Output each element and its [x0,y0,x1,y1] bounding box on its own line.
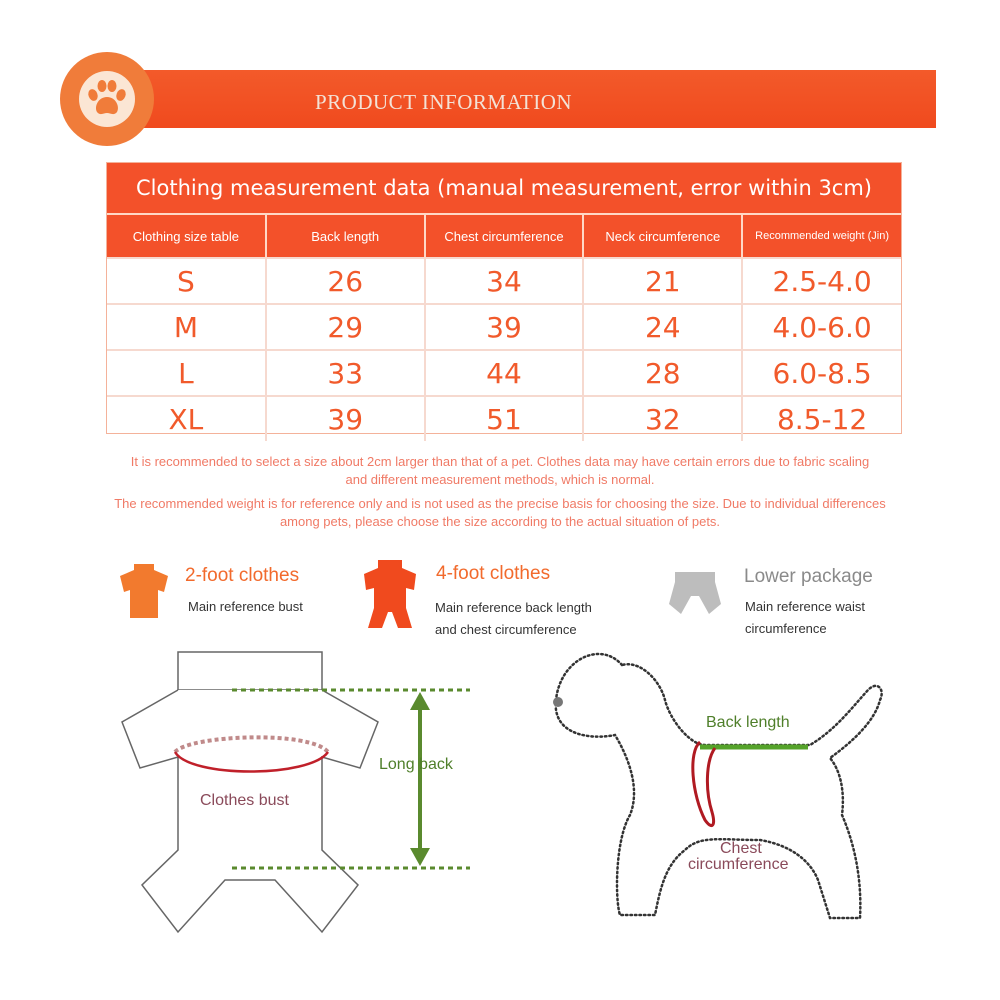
legend-four-foot-sub2: and chest circumference [435,622,577,637]
cell-chest: 39 [425,304,584,350]
cell-size: XL [107,396,266,441]
cell-weight: 4.0-6.0 [742,304,901,350]
cell-neck: 28 [583,350,742,396]
cell-size: M [107,304,266,350]
cell-weight: 6.0-8.5 [742,350,901,396]
chest-circumference-loop [693,742,715,826]
cell-weight: 8.5-12 [742,396,901,441]
cell-chest: 34 [425,258,584,304]
label-back-length: Back length [706,714,790,731]
cell-size: S [107,258,266,304]
legend-lower-title: Lower package [744,566,873,587]
legend-four-foot-sub1: Main reference back length [435,600,592,615]
legend-lower-sub2: circumference [745,621,827,636]
label-long-back: Long back [379,756,453,773]
cell-neck: 24 [583,304,742,350]
cell-back-length: 39 [266,396,425,441]
cell-neck: 21 [583,258,742,304]
legend-two-foot-sub: Main reference bust [188,599,303,614]
cell-chest: 51 [425,396,584,441]
legend-four-foot-title: 4-foot clothes [436,563,551,584]
label-circumference: circumference [688,856,789,873]
cell-back-length: 26 [266,258,425,304]
col-header-neck: Neck circumference [583,214,742,258]
col-header-size: Clothing size table [107,214,266,258]
col-header-back-length: Back length [266,214,425,258]
note-weight-advice: The recommended weight is for reference only and is not used as the precise basis for choosing the size. Due to individual differences among pets, please choose the size according to the actual situation of pets. [114,496,886,529]
cell-back-length: 33 [266,350,425,396]
cell-weight: 2.5-4.0 [742,258,901,304]
col-header-chest: Chest circumference [425,214,584,258]
dog-nose [553,697,563,707]
cell-chest: 44 [425,350,584,396]
note-size-advice: It is recommended to select a size about 2cm larger than that of a pet. Clothes data may have certain errors due to fabric scaling and different measurement methods, which is normal. [130,454,870,487]
table-title: Clothing measurement data (manual measurement, error within 3cm) [107,163,901,213]
legend-lower-sub1: Main reference waist [745,599,865,614]
cell-back-length: 29 [266,304,425,350]
page-title: PRODUCT INFORMATION [315,90,573,114]
col-header-weight: Recommended weight (Jin) [742,214,901,258]
cell-size: L [107,350,266,396]
dog-outline [556,654,882,918]
legend-two-foot-title: 2-foot clothes [185,565,300,586]
label-clothes-bust: Clothes bust [200,792,289,809]
cell-neck: 32 [583,396,742,441]
label-chest: Chest [720,840,762,857]
